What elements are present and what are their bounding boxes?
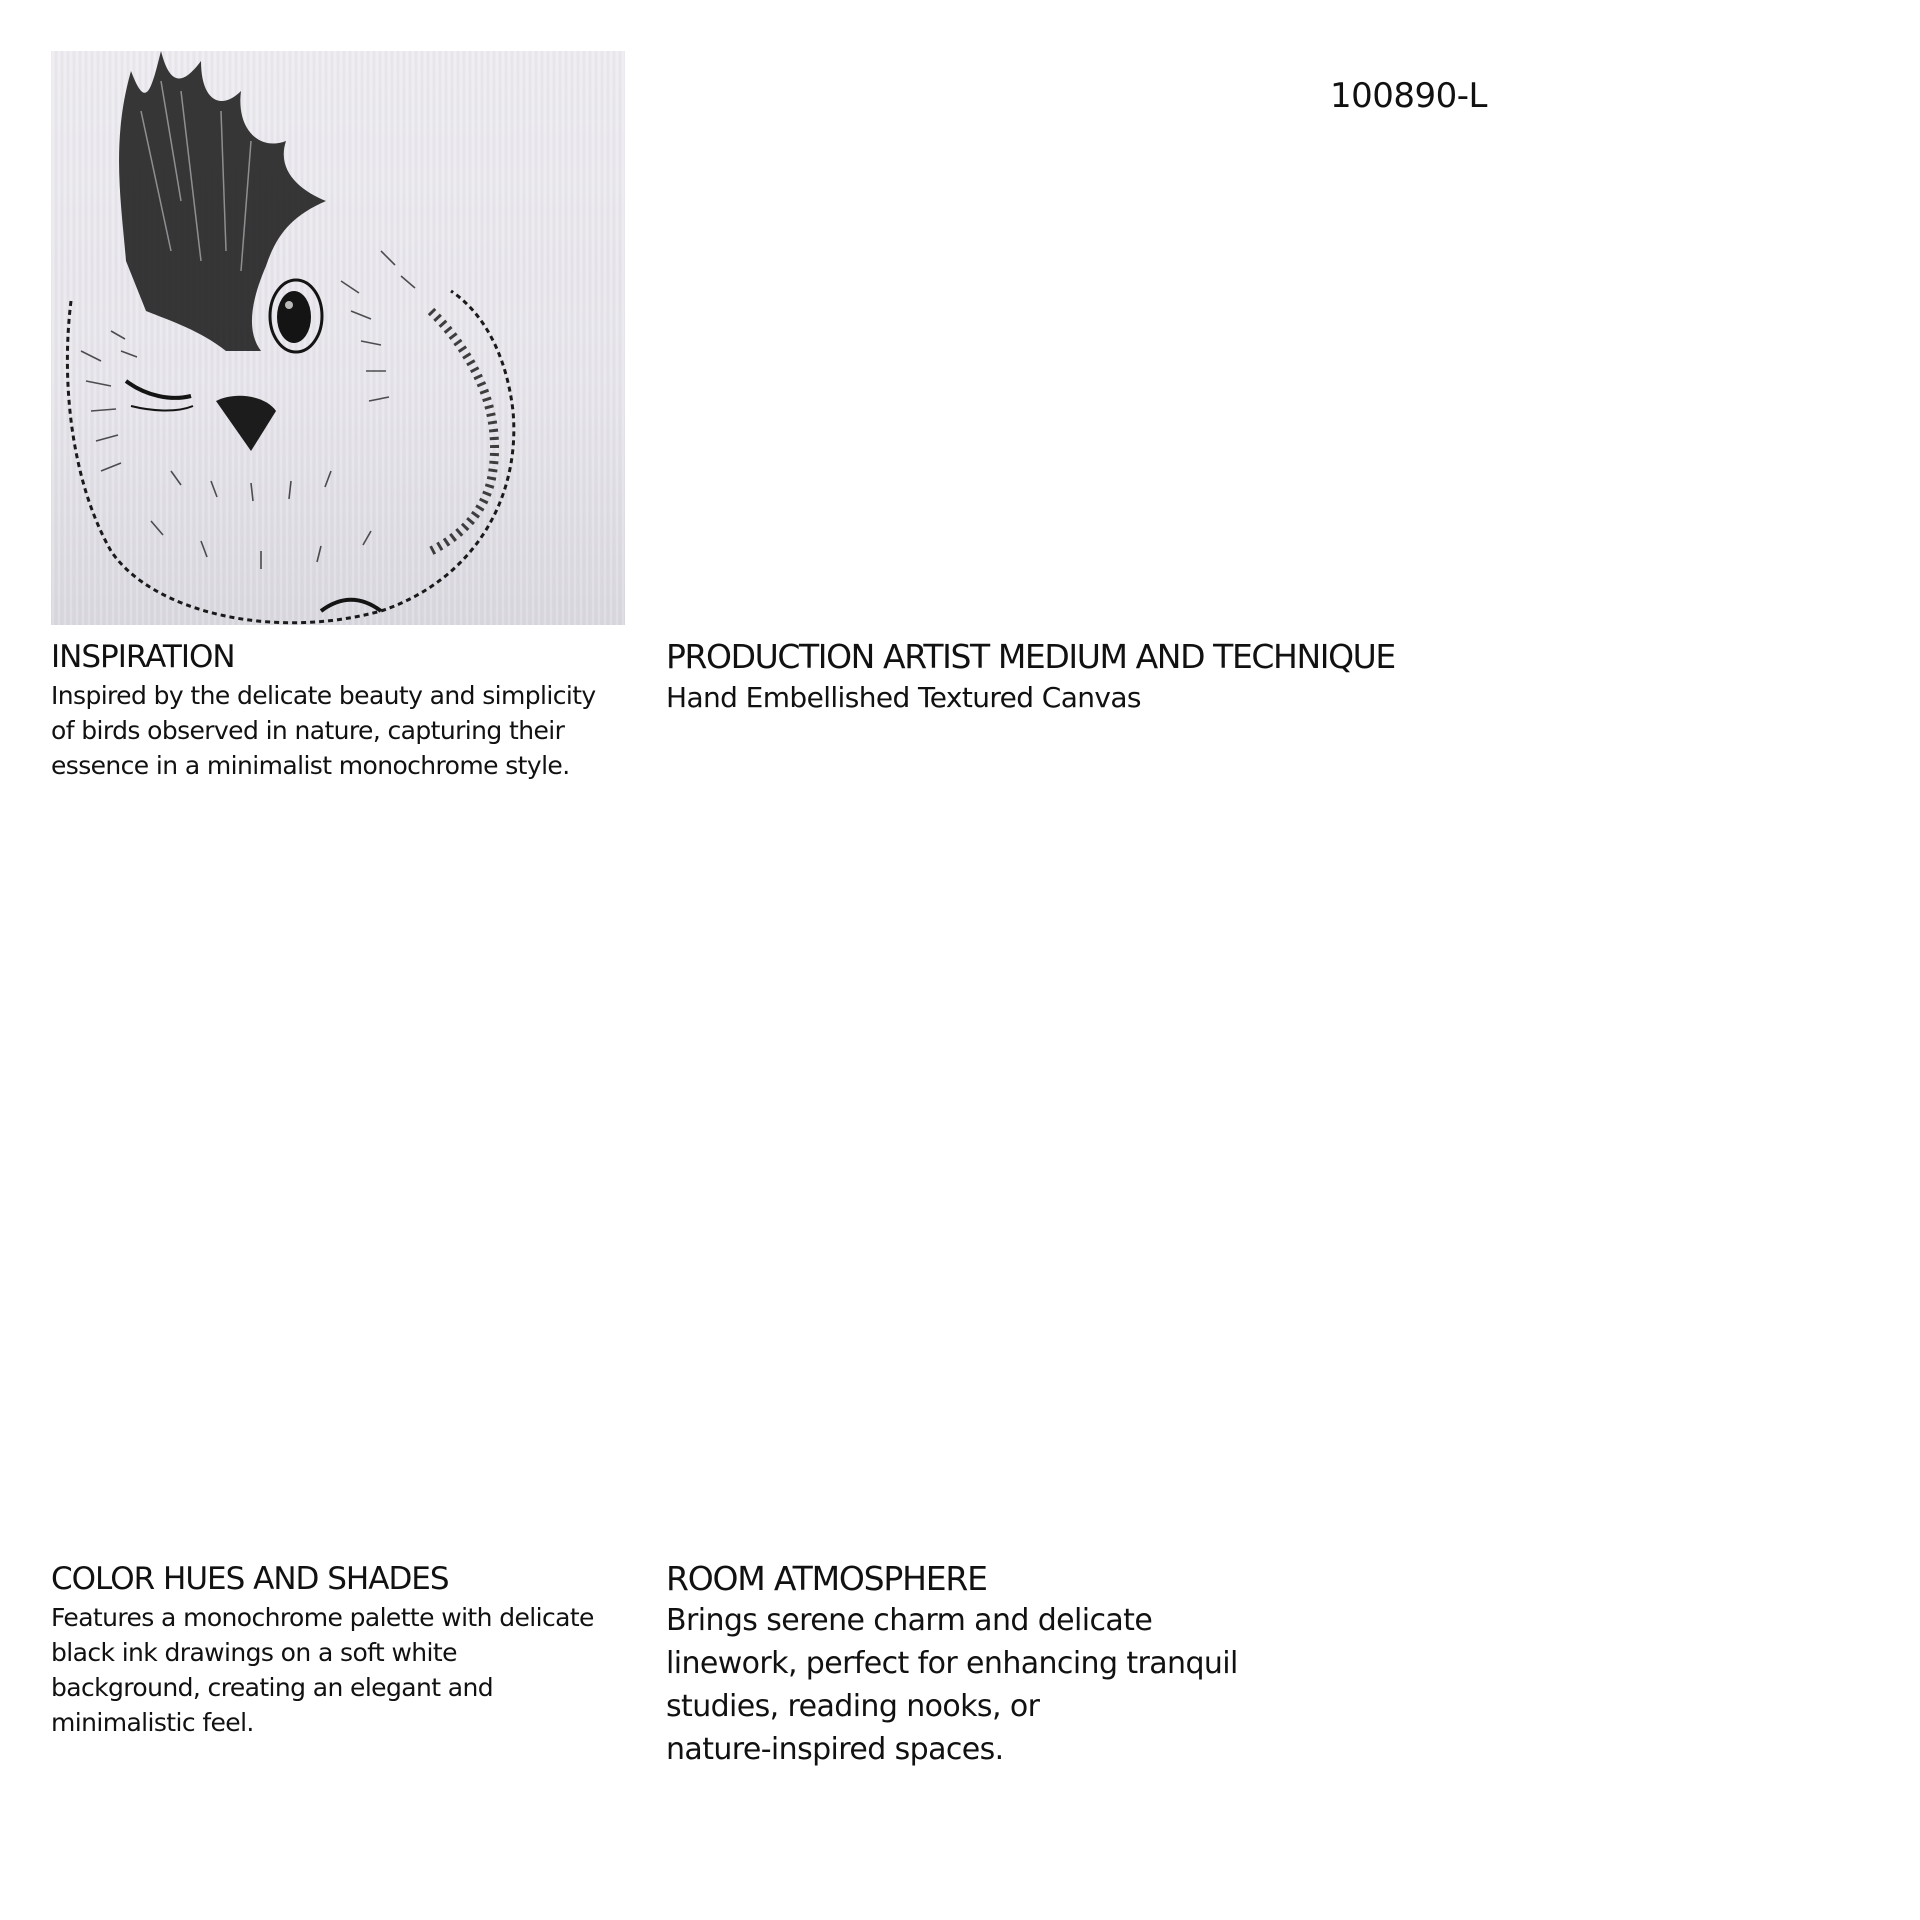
text-line: of birds observed in nature, capturing their	[51, 715, 565, 745]
medium-technique-section	[666, 638, 1606, 717]
text-line: minimalistic feel.	[51, 1707, 254, 1737]
bird-sketch-image	[51, 51, 625, 625]
inspiration-section	[51, 640, 641, 783]
medium-technique-heading: PRODUCTION ARTIST MEDIUM AND TECHNIQUE	[666, 637, 1395, 676]
text-line: studies, reading nooks, or	[666, 1688, 1040, 1724]
text-line: nature-inspired spaces.	[666, 1731, 1004, 1767]
text-line: essence in a minimalist monochrome style.	[51, 750, 570, 780]
text-line: Hand Embellished Textured Canvas	[666, 680, 1141, 714]
inspiration-text	[51, 678, 641, 783]
text-line: black ink drawings on a soft white	[51, 1637, 457, 1667]
inspiration-heading: INSPIRATION	[51, 639, 235, 675]
color-hues-heading: COLOR HUES AND SHADES	[51, 1561, 449, 1597]
text-line: Brings serene charm and delicate	[666, 1602, 1153, 1638]
room-atmosphere-heading: ROOM ATMOSPHERE	[666, 1559, 987, 1598]
room-atmosphere-section	[666, 1560, 1266, 1772]
medium-technique-text	[666, 678, 1606, 717]
color-hues-section	[51, 1562, 641, 1740]
color-hues-text	[51, 1600, 641, 1740]
room-atmosphere-text	[666, 1600, 1266, 1772]
text-line: Features a monochrome palette with delicate	[51, 1602, 594, 1632]
text-line: Inspired by the delicate beauty and simplicity	[51, 680, 596, 710]
product-sku: 100890-L	[1330, 76, 1488, 116]
text-line: background, creating an elegant and	[51, 1672, 493, 1702]
text-line: linework, perfect for enhancing tranquil	[666, 1645, 1238, 1681]
bird-illustration	[51, 51, 625, 625]
